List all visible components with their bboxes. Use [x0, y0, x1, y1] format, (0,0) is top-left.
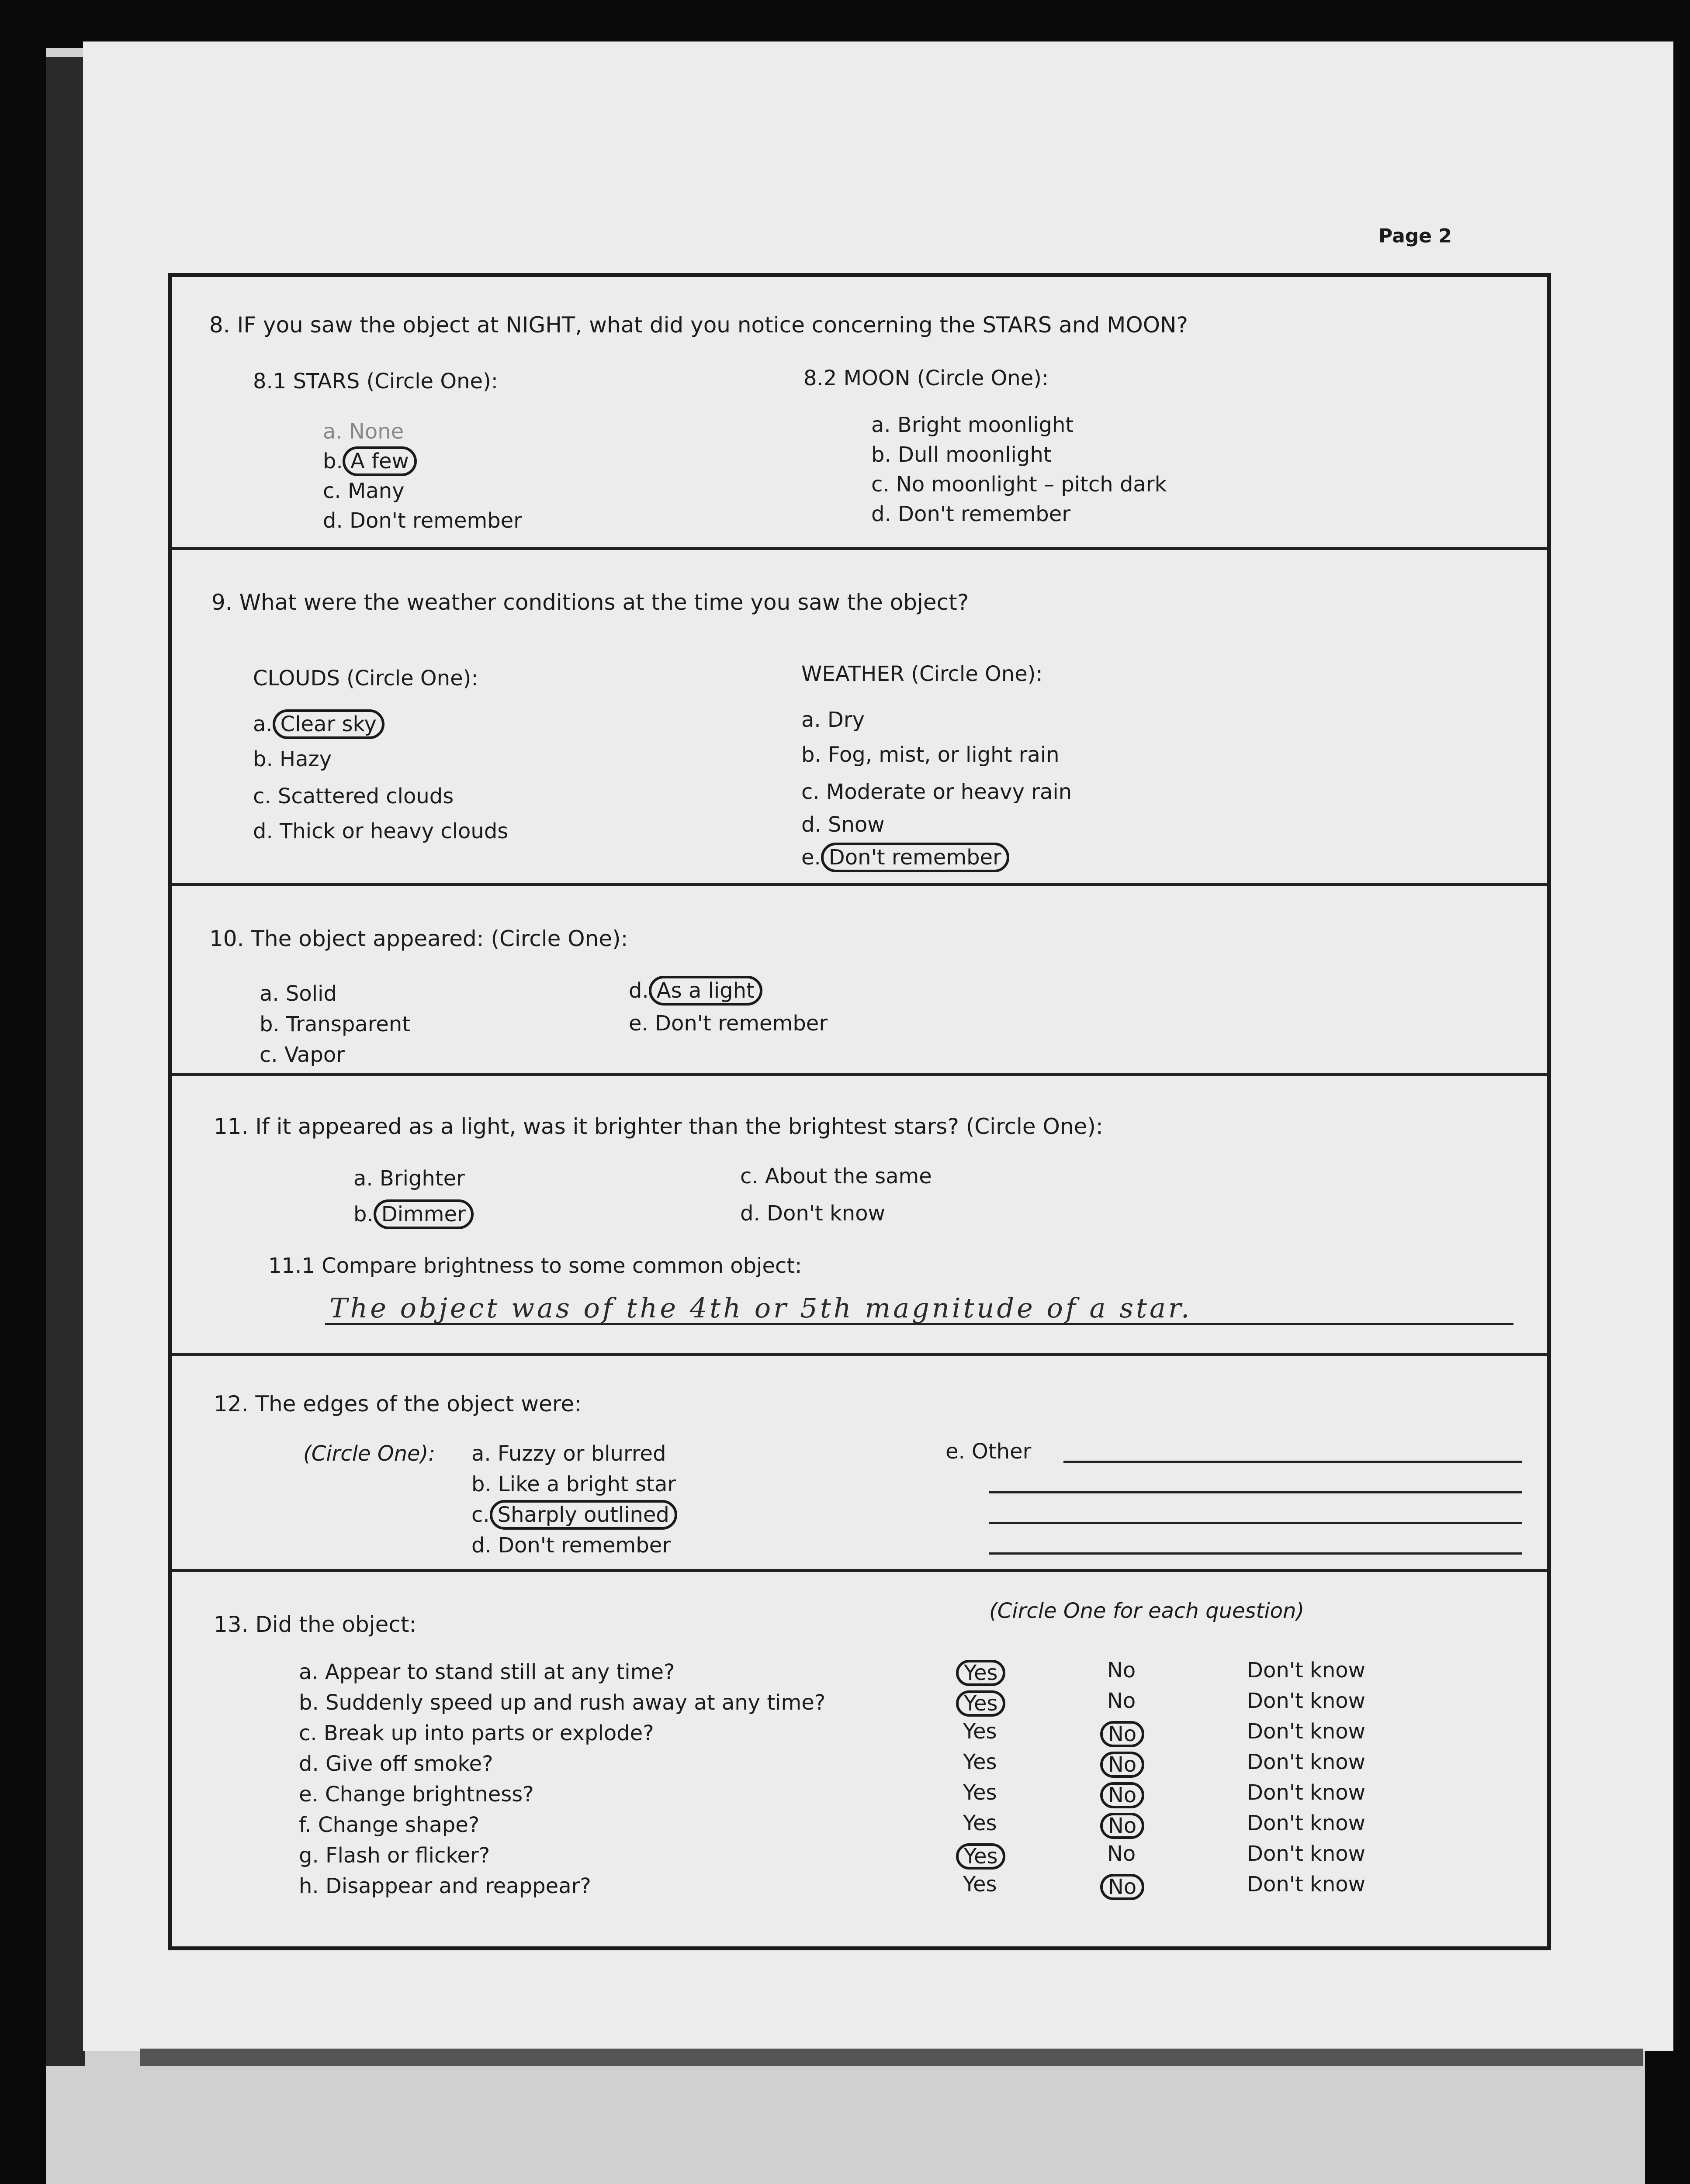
circled-answer: No — [1100, 1813, 1144, 1839]
answer-option: No — [1107, 1658, 1136, 1683]
appearance-option-b: b. Transparent — [260, 1012, 411, 1037]
motion-question-row: g. Flash or flicker? — [299, 1843, 490, 1868]
circled-answer: Yes — [956, 1690, 1005, 1717]
weather-option-d: d. Snow — [801, 812, 885, 837]
answer-option: Yes — [963, 1872, 997, 1897]
appearance-option-d-letter: d. — [629, 978, 649, 1003]
answer-option: Yes — [963, 1780, 997, 1805]
answer-option: Don't know — [1247, 1719, 1365, 1744]
stars-option-c: c. Many — [323, 479, 405, 503]
appearance-option-d — [629, 980, 762, 1001]
answer-option: No — [1107, 1689, 1136, 1713]
brightness-option-c: c. About the same — [740, 1164, 932, 1189]
stars-heading: 8.1 STARS (Circle One): — [253, 369, 498, 394]
circled-answer: Yes — [956, 1660, 1005, 1686]
clouds-heading: CLOUDS (Circle One): — [253, 666, 478, 691]
compare-brightness-label: 11.1 Compare brightness to some common object: — [268, 1254, 802, 1278]
appearance-option-c: c. Vapor — [260, 1043, 345, 1067]
brightness-option-b-letter: b. — [353, 1202, 374, 1227]
handwritten-brightness-answer: The object was of the 4th or 5th magnitude of a star. — [329, 1292, 1192, 1324]
scan-edge-shadow — [46, 57, 85, 2066]
question-8-text: 8. IF you saw the object at NIGHT, what did you notice concerning the STARS and MOON? — [209, 312, 1188, 338]
motion-question-row: b. Suddenly speed up and rush away at any time? — [299, 1690, 826, 1715]
stars-option-d: d. Don't remember — [323, 508, 522, 533]
weather-circled-answer: Don't remember — [821, 843, 1009, 872]
weather-option-c: c. Moderate or heavy rain — [801, 780, 1072, 804]
appearance-option-a: a. Solid — [260, 981, 337, 1006]
stars-option-b-letter: b. — [323, 449, 343, 473]
answer-option: Don't know — [1247, 1689, 1365, 1713]
brightness-option-a: a. Brighter — [353, 1166, 465, 1191]
question-12-section — [172, 1356, 1547, 1572]
answer-option: Yes — [963, 1719, 997, 1744]
edges-prompt: (Circle One): — [303, 1441, 436, 1466]
answer-option: Don't know — [1247, 1658, 1365, 1683]
question-10-text: 10. The object appeared: (Circle One): — [209, 926, 628, 951]
edges-option-d: d. Don't remember — [471, 1533, 671, 1558]
motion-question-row: d. Give off smoke? — [299, 1752, 493, 1776]
moon-option-c: c. No moonlight – pitch dark — [871, 472, 1167, 497]
clouds-option-d: d. Thick or heavy clouds — [253, 819, 509, 843]
edges-option-a: a. Fuzzy or blurred — [471, 1441, 666, 1466]
motion-question-row: h. Disappear and reappear? — [299, 1874, 591, 1898]
answer-option: Don't know — [1247, 1811, 1365, 1835]
clouds-option-a — [253, 714, 384, 735]
question-13-section — [172, 1572, 1547, 1948]
moon-option-b: b. Dull moonlight — [871, 442, 1052, 467]
answer-option: No — [1107, 1842, 1136, 1866]
other-line-1 — [1063, 1461, 1522, 1463]
circled-answer: No — [1100, 1874, 1144, 1900]
edges-option-c — [471, 1504, 677, 1525]
stars-option-a: a. None — [323, 419, 404, 444]
question-10-section — [172, 886, 1547, 1076]
weather-option-a: a. Dry — [801, 708, 865, 732]
other-line-2 — [989, 1491, 1522, 1493]
brightness-option-b — [353, 1204, 474, 1225]
edges-option-c-letter: c. — [471, 1503, 490, 1527]
circled-answer: No — [1100, 1752, 1144, 1778]
circled-answer: No — [1100, 1721, 1144, 1747]
weather-option-e-letter: e. — [801, 845, 821, 870]
appearance-option-e: e. Don't remember — [629, 1011, 828, 1036]
brightness-circled-answer: Dimmer — [374, 1199, 474, 1229]
weather-option-b: b. Fog, mist, or light rain — [801, 743, 1060, 767]
other-line-3 — [989, 1522, 1522, 1524]
moon-option-d: d. Don't remember — [871, 502, 1070, 526]
answer-line — [325, 1323, 1513, 1325]
question-9-section — [172, 550, 1547, 886]
answer-option: Don't know — [1247, 1780, 1365, 1805]
question-13-text: 13. Did the object: — [214, 1612, 417, 1637]
question-11-section — [172, 1076, 1547, 1356]
question-11-text: 11. If it appeared as a light, was it brighter than the brightest stars? (Circle One): — [214, 1114, 1103, 1139]
edges-option-e: e. Other — [945, 1439, 1032, 1464]
stars-option-b — [323, 451, 417, 472]
weather-option-e — [801, 847, 1009, 868]
edges-circled-answer: Sharply outlined — [490, 1500, 677, 1530]
question-9-text: 9. What were the weather conditions at the time you saw the object? — [211, 590, 969, 615]
question-13-instruction: (Circle One for each question) — [989, 1599, 1305, 1623]
other-line-4 — [989, 1552, 1522, 1555]
clouds-circled-answer: Clear sky — [273, 709, 384, 739]
question-12-text: 12. The edges of the object were: — [214, 1391, 582, 1417]
page-number: Page 2 — [1378, 225, 1452, 247]
circled-answer: No — [1100, 1782, 1144, 1808]
circled-answer: Yes — [956, 1843, 1005, 1870]
answer-option: Don't know — [1247, 1872, 1365, 1897]
motion-question-row: a. Appear to stand still at any time? — [299, 1660, 675, 1684]
clouds-option-a-letter: a. — [253, 712, 273, 736]
answer-option: Yes — [963, 1811, 997, 1835]
questionnaire-form — [168, 273, 1551, 1950]
clouds-option-c: c. Scattered clouds — [253, 784, 454, 809]
page-bottom-shadow — [140, 2049, 1643, 2066]
answer-option: Don't know — [1247, 1842, 1365, 1866]
stars-circled-answer: A few — [343, 446, 417, 476]
answer-option: Don't know — [1247, 1750, 1365, 1774]
moon-option-a: a. Bright moonlight — [871, 413, 1074, 437]
edges-option-b: b. Like a bright star — [471, 1472, 676, 1496]
motion-question-row: c. Break up into parts or explode? — [299, 1721, 654, 1745]
brightness-option-d: d. Don't know — [740, 1201, 885, 1226]
clouds-option-b: b. Hazy — [253, 747, 332, 771]
motion-question-row: f. Change shape? — [299, 1813, 480, 1837]
answer-option: Yes — [963, 1750, 997, 1774]
appearance-circled-answer: As a light — [649, 976, 762, 1006]
motion-question-row: e. Change brightness? — [299, 1782, 534, 1807]
moon-heading: 8.2 MOON (Circle One): — [803, 366, 1049, 390]
question-8-section — [172, 277, 1547, 550]
weather-heading: WEATHER (Circle One): — [801, 662, 1043, 686]
